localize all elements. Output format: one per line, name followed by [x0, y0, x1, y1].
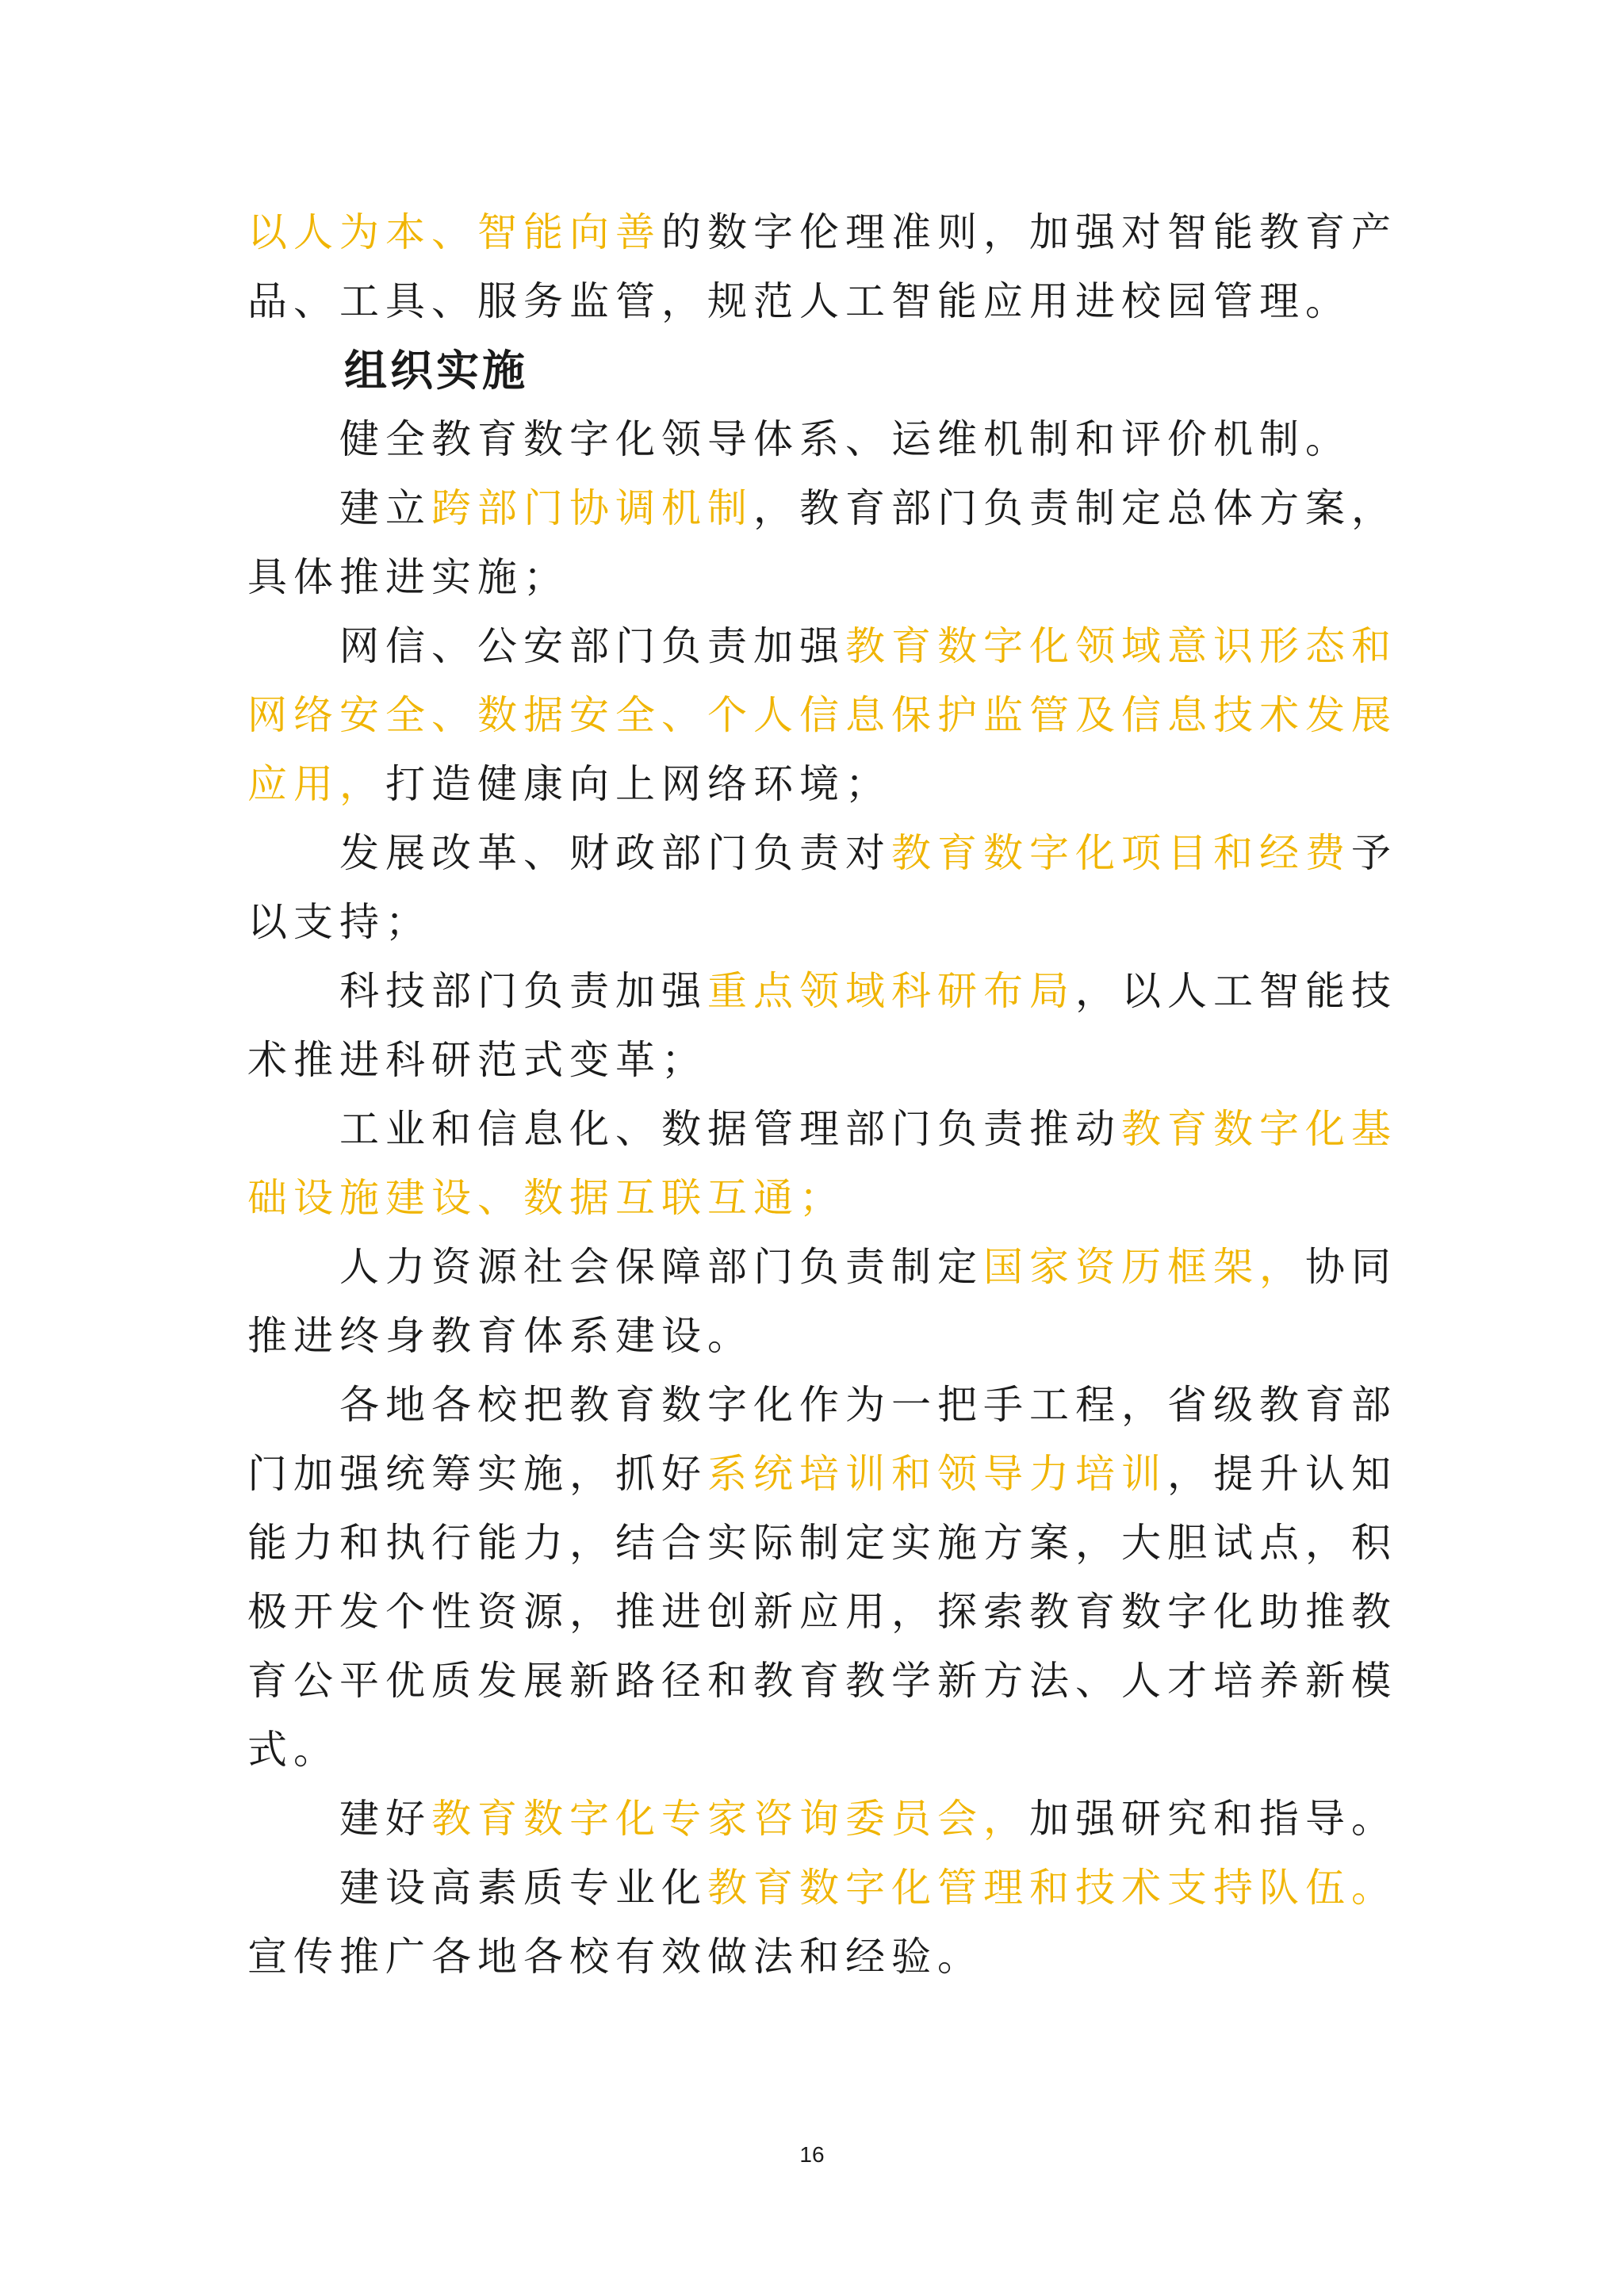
highlight-text: 重点领域科研布局	[707, 968, 1075, 1014]
highlight-text: 以人为本、智能向善	[247, 209, 661, 255]
highlight-text: 教育数字化专家咨询委员会，	[431, 1796, 1029, 1842]
section-heading: 组织实施	[344, 346, 528, 396]
plain-text: 宣传推广各地各校有效做法和经验。	[247, 1934, 983, 1980]
plain-text: 工业和信息化、数据管理部门负责推动	[339, 1106, 1121, 1152]
highlight-text: 国家资历框架，	[983, 1244, 1305, 1290]
plain-text: 人力资源社会保障部门负责制定	[339, 1244, 983, 1290]
plain-text: ，提升认知能力和执行能力，结合实际制定实施方案，大胆试点，积极开发个性资源，推进创新应用，探索教育数字化助推教育公平优质发展新路径和教育教学新方法、人才培养新模式。	[247, 1451, 1397, 1773]
paragraph-team	[247, 1854, 1397, 1992]
highlight-text: 教育数字化项目和经费	[891, 830, 1351, 876]
plain-text: 建立	[339, 485, 431, 531]
highlight-text: 跨部门协调机制	[431, 485, 753, 531]
plain-text: 健全教育数字化领导体系、运维机制和评价机制。	[339, 416, 1351, 462]
paragraph-mechanism	[247, 474, 1397, 612]
plain-text: 协同推进终身教育体系建设。	[247, 1244, 1397, 1359]
paragraph-infrastructure	[247, 1095, 1397, 1233]
paragraph-committee	[247, 1785, 1397, 1854]
plain-text: 的数字伦理准则，加强对智能教育产品、工具、服务监管，规范人工智能应用进校园管理。	[247, 209, 1397, 324]
plain-text: ，教育部门负责制定总体方案，具体推进实施；	[247, 485, 1397, 600]
plain-text: ，以人工智能技术推进科研范式变革；	[247, 968, 1397, 1083]
highlight-text: 教育数字化管理和技术支持队伍。	[707, 1865, 1397, 1911]
highlight-text: 系统培训和领导力培训	[707, 1451, 1167, 1497]
paragraph-research	[247, 957, 1397, 1095]
paragraph-local	[247, 1371, 1397, 1785]
paragraph-ethics	[247, 198, 1397, 336]
plain-text: 各地各校把教育数字化作为一把手工程，省级教育部门加强统筹实施，抓好	[247, 1382, 1397, 1497]
paragraph-system	[247, 405, 1397, 474]
body-text	[247, 198, 1397, 1992]
plain-text: 建好	[339, 1796, 431, 1842]
paragraph-funding	[247, 819, 1397, 957]
paragraph-qualifications	[247, 1233, 1397, 1371]
plain-text: 予以支持；	[247, 830, 1397, 945]
highlight-text: 教育数字化领域意识形态和网络安全、数据安全、个人信息保护监管及信息技术发展应用，	[247, 623, 1397, 807]
plain-text: 网信、公安部门负责加强	[339, 623, 845, 669]
plain-text: 建设高素质专业化	[339, 1865, 707, 1911]
highlight-text: 教育数字化基础设施建设、数据互联互通；	[247, 1106, 1397, 1221]
plain-text: 科技部门负责加强	[339, 968, 707, 1014]
plain-text: 加强研究和指导。	[1029, 1796, 1397, 1842]
plain-text: 打造健康向上网络环境；	[385, 761, 891, 807]
paragraph-security	[247, 612, 1397, 819]
page-number: 16	[799, 2142, 825, 2167]
plain-text: 发展改革、财政部门负责对	[339, 830, 891, 876]
